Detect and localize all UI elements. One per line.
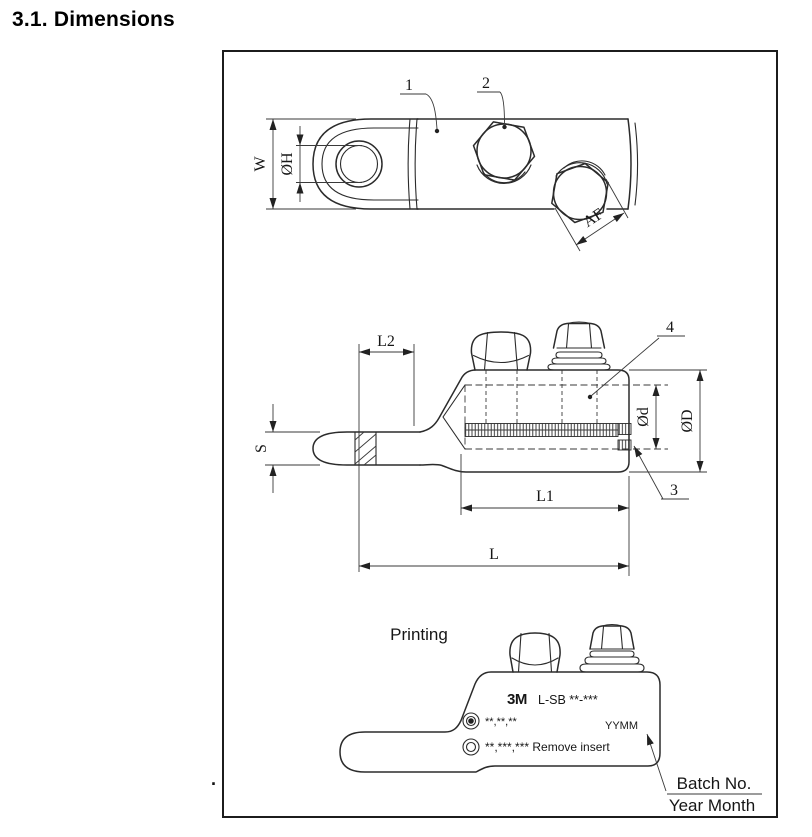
callout-2-label: 2 (482, 75, 490, 92)
date-code-label: YYMM (605, 720, 638, 732)
dimension-l (359, 546, 629, 566)
insert-indicator-filled-icon (463, 713, 479, 729)
callout-4 (588, 319, 685, 399)
top-view-bolt-1 (474, 122, 535, 184)
batch-label: Batch No. (676, 774, 752, 793)
dim-label-outer: ØD (679, 409, 696, 433)
callout-1-label: 1 (405, 77, 413, 94)
dim-label-hole: ØH (279, 152, 296, 176)
callout-1 (400, 77, 439, 133)
dim-label-af: AF (580, 205, 607, 231)
batch-leader (647, 734, 762, 815)
palm-hole-outer (336, 141, 382, 187)
dim-label-s: S (253, 444, 270, 453)
callout-4-label: 4 (666, 319, 674, 336)
dim-label-w: W (252, 156, 269, 172)
marking-row3: **,***,*** Remove insert (485, 740, 610, 754)
dimension-l2 (359, 333, 414, 352)
brand-label: 3M (507, 691, 527, 708)
side-view-palm (313, 432, 420, 465)
dimension-bore-diameter (635, 385, 656, 449)
dim-label-l2: L2 (377, 333, 395, 350)
drawing-frame (222, 50, 778, 818)
side-view (253, 319, 707, 576)
threaded-stud (465, 424, 618, 437)
print-view-bolt-1 (510, 633, 560, 672)
print-view-bolt-2 (580, 625, 644, 673)
print-view (340, 625, 762, 816)
callout-3 (634, 446, 689, 499)
insert-indicator-open-icon (463, 739, 479, 755)
callout-2 (477, 75, 507, 129)
dim-label-l1: L1 (536, 488, 554, 505)
dimension-s (253, 404, 320, 493)
stray-period-mark: . (211, 769, 217, 789)
palm-hole-inner (341, 146, 378, 183)
side-view-bolt-2 (548, 322, 610, 370)
dim-label-l: L (489, 546, 499, 563)
marking-row2: **,**,** (485, 716, 517, 728)
callout-3-label: 3 (670, 482, 678, 499)
year-month-label: Year Month (668, 796, 756, 815)
side-view-bolt-1 (471, 332, 530, 370)
section-heading: 3.1. Dimensions (12, 8, 175, 31)
top-view (252, 75, 638, 251)
technical-drawing (224, 52, 776, 816)
marking-text (463, 691, 638, 755)
dim-label-bore: Ød (635, 407, 652, 427)
printing-caption: Printing (390, 625, 448, 644)
model-label: L-SB **-*** (538, 693, 598, 707)
